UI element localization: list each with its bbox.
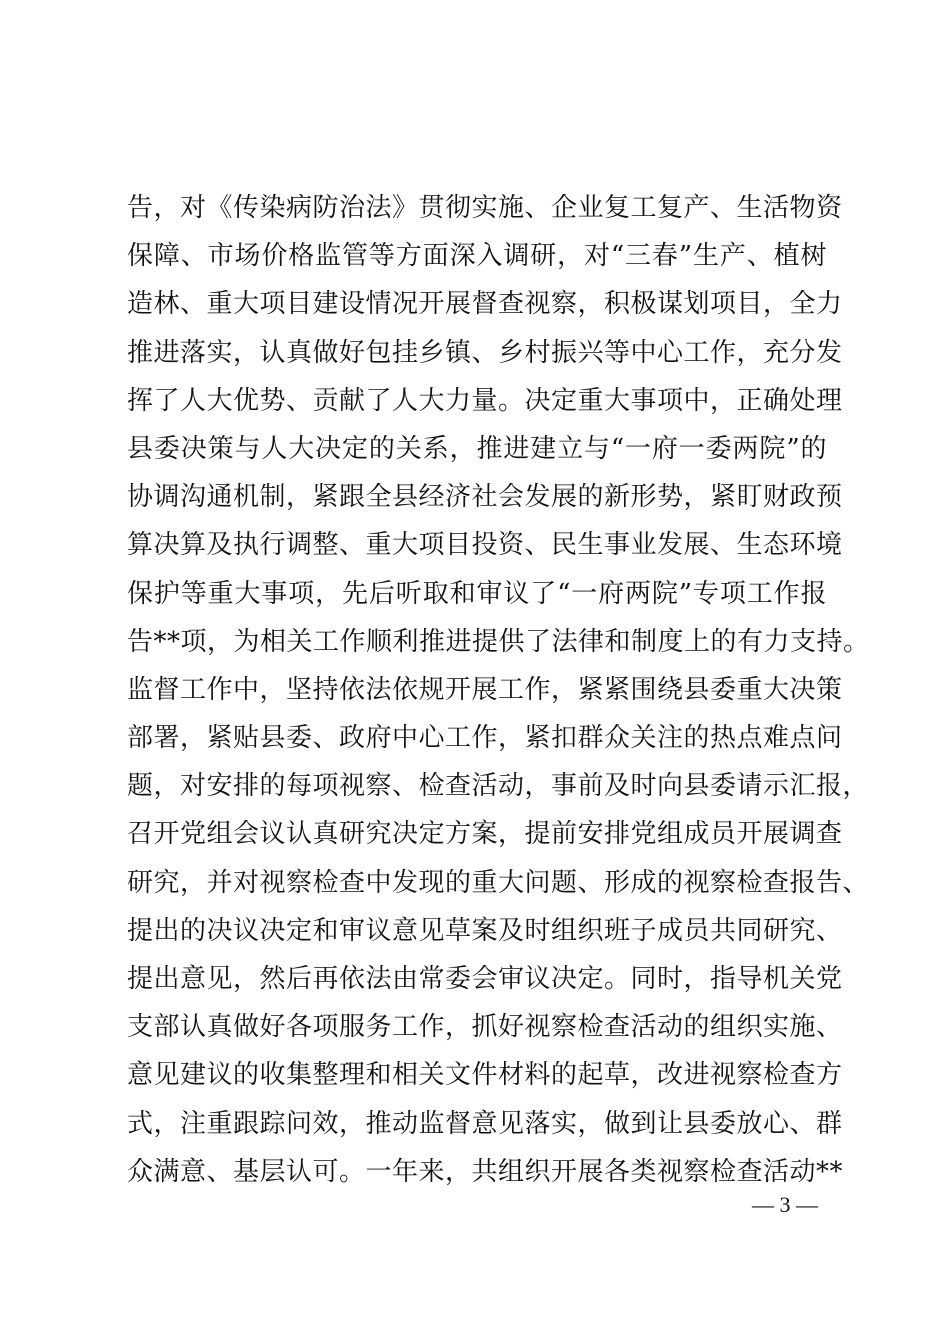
text-line: 保障、市场价格监管等方面深入调研，对“三春”生产、植树: [127, 241, 827, 272]
text-line: 提出意见，然后再依法由常委会审议决定。同时，指导机关党: [127, 964, 843, 994]
text-line: 告**项，为相关工作顺利推进提供了法律和制度上的有力支持。: [127, 626, 870, 657]
text-line: 保护等重大事项，先后听取和审议了“一府两院”专项工作报: [127, 578, 827, 609]
text-line: 部署，紧贴县委、政府中心工作，紧扣群众关注的热点难点问: [127, 723, 843, 754]
text-line: 支部认真做好各项服务工作，抓好视察检查活动的组织实施、: [127, 1012, 843, 1043]
text-line: 题，对安排的每项视察、检查活动，事前及时向县委请示汇报，: [127, 771, 870, 802]
text-line: 造林、重大项目建设情况开展督查视察，积极谋划项目，全力: [127, 289, 843, 320]
text-line: 告，对《传染病防治法》贯彻实施、企业复工复产、生活物资: [127, 193, 843, 223]
text-line: 县委决策与人大决定的关系，推进建立与“一府一委两院”的: [127, 433, 827, 464]
text-line: 推进落实，认真做好包挂乡镇、乡村振兴等中心工作，充分发: [127, 337, 843, 368]
text-line: 众满意、基层认可。一年来，共组织开展各类视察检查活动**: [127, 1156, 844, 1187]
text-line: 式，注重跟踪问效，推动监督意见落实，做到让县委放心、群: [127, 1108, 843, 1139]
text-line: 挥了人大优势、贡献了人大力量。决定重大事项中，正确处理: [127, 385, 843, 416]
text-line: 协调沟通机制，紧跟全县经济社会发展的新形势，紧盯财政预: [127, 482, 843, 513]
text-line: 意见建议的收集整理和相关文件材料的起草，改进视察检查方: [127, 1060, 843, 1091]
text-line: 算决算及执行调整、重大项目投资、民生事业发展、生态环境: [127, 530, 843, 561]
text-line: 召开党组会议认真研究决定方案，提前安排党组成员开展调查: [127, 819, 843, 850]
text-line: 监督工作中，坚持依法依规开展工作，紧紧围绕县委重大决策: [127, 674, 843, 705]
text-line: 提出的决议决定和审议意见草案及时组织班子成员共同研究、: [127, 915, 843, 946]
body-text: [127, 184, 870, 1196]
text-line: 研究，并对视察检查中发现的重大问题、形成的视察检查报告、: [127, 867, 870, 898]
page-number: — 3 —: [752, 1192, 818, 1217]
